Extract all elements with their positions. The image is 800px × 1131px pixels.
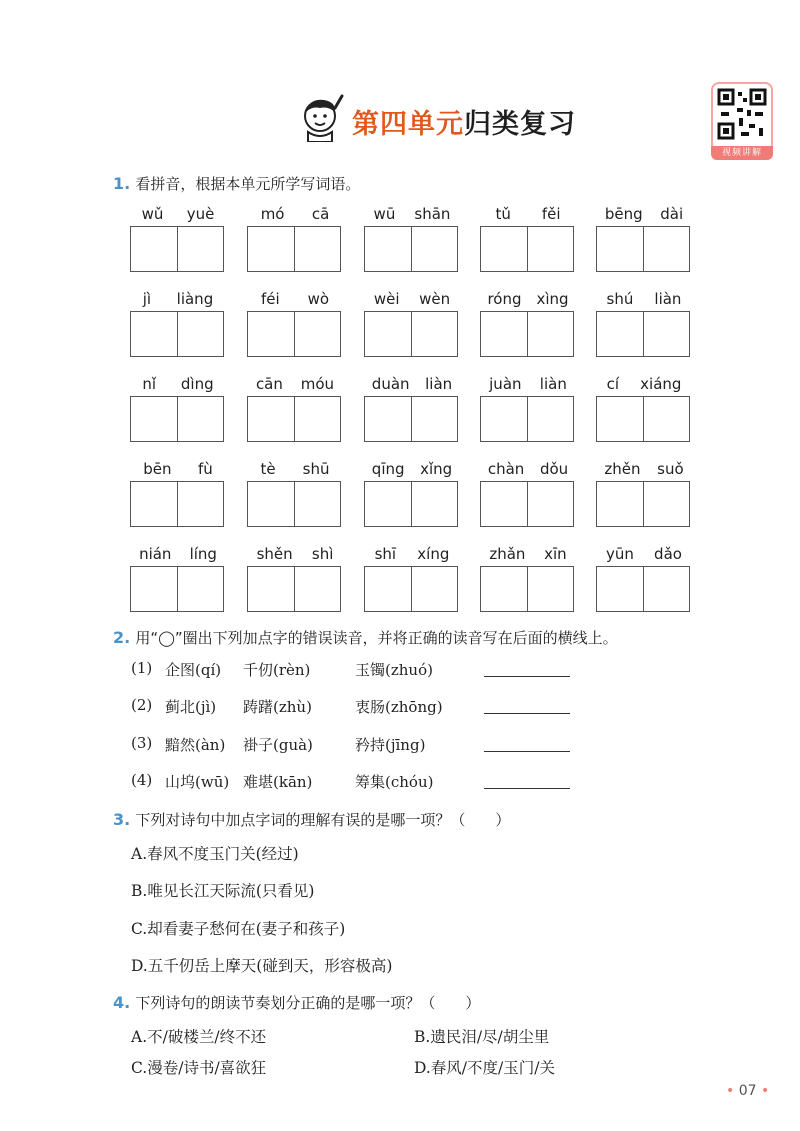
pinyin-label bbox=[596, 375, 692, 393]
writing-box[interactable] bbox=[130, 481, 224, 527]
question-3-number: 3. bbox=[113, 810, 131, 829]
writing-cell[interactable] bbox=[248, 227, 295, 271]
pinyin-label bbox=[247, 460, 343, 478]
writing-cell[interactable] bbox=[528, 227, 574, 271]
pinyin-syllable: jì bbox=[142, 290, 152, 308]
pinyin-label bbox=[247, 205, 343, 223]
question-2-word-c[interactable]: 筹集(chóu) bbox=[355, 773, 434, 791]
pinyin-label bbox=[480, 545, 576, 563]
pinyin-syllable: liàng bbox=[176, 290, 214, 308]
pinyin-label bbox=[480, 375, 576, 393]
pinyin-label bbox=[247, 375, 343, 393]
pinyin-syllable: dǎo bbox=[654, 545, 682, 563]
writing-cell[interactable] bbox=[295, 227, 341, 271]
question-4-option-c: C.漫卷/诗书/喜欲狂 bbox=[131, 1059, 267, 1077]
pinyin-syllable: líng bbox=[189, 545, 217, 563]
question-2-word-a[interactable]: 山坞(wū) bbox=[165, 773, 230, 791]
question-4-option-b: B.遗民泪/尽/胡尘里 bbox=[414, 1028, 550, 1046]
pinyin-syllable: dài bbox=[660, 205, 684, 223]
question-4-heading bbox=[113, 992, 480, 1013]
pinyin-syllable: cān bbox=[255, 375, 283, 393]
writing-cell[interactable] bbox=[528, 312, 574, 356]
pinyin-syllable: xìng bbox=[536, 290, 569, 308]
pinyin-label bbox=[480, 460, 576, 478]
question-2-word-b[interactable]: 千仞(rèn) bbox=[243, 661, 311, 679]
writing-cell[interactable] bbox=[295, 312, 341, 356]
pinyin-syllable: fěi bbox=[541, 205, 561, 223]
pinyin-label bbox=[596, 205, 692, 223]
pinyin-label bbox=[130, 545, 226, 563]
pinyin-syllable: chàn bbox=[487, 460, 525, 478]
question-4-option-d: D.春风/不度/玉门/关 bbox=[414, 1059, 555, 1077]
writing-box[interactable] bbox=[480, 481, 574, 527]
writing-cell[interactable] bbox=[365, 312, 412, 356]
pinyin-syllable: wò bbox=[307, 290, 330, 308]
pinyin-syllable: xiáng bbox=[640, 375, 682, 393]
writing-cell[interactable] bbox=[644, 312, 690, 356]
writing-box[interactable] bbox=[596, 566, 690, 612]
writing-cell[interactable] bbox=[528, 567, 574, 611]
pinyin-label bbox=[364, 545, 460, 563]
question-2-word-a[interactable]: 黯然(àn) bbox=[165, 736, 226, 754]
writing-cell[interactable] bbox=[365, 397, 412, 441]
writing-cell[interactable] bbox=[295, 397, 341, 441]
writing-box[interactable] bbox=[130, 311, 224, 357]
question-2-label: (4) bbox=[131, 771, 153, 789]
pinyin-label bbox=[364, 375, 460, 393]
writing-cell[interactable] bbox=[597, 227, 644, 271]
page-number-text: 07 bbox=[738, 1083, 757, 1099]
pinyin-syllable: wèi bbox=[373, 290, 400, 308]
writing-cell[interactable] bbox=[295, 567, 341, 611]
title-part-1: 第四单元 bbox=[352, 109, 464, 140]
question-4-option-a: A.不/破楼兰/终不还 bbox=[131, 1028, 267, 1046]
question-2-word-b[interactable]: 难堪(kān) bbox=[243, 773, 313, 791]
writing-cell[interactable] bbox=[412, 567, 458, 611]
mascot-boy-icon bbox=[298, 92, 348, 142]
writing-cell[interactable] bbox=[178, 482, 224, 526]
writing-cell[interactable] bbox=[131, 397, 178, 441]
question-2-word-b[interactable]: 褂子(guà) bbox=[243, 736, 313, 754]
pinyin-syllable: tǔ bbox=[495, 205, 511, 223]
pinyin-syllable: fù bbox=[197, 460, 213, 478]
pinyin-syllable: cā bbox=[311, 205, 330, 223]
writing-box[interactable] bbox=[247, 481, 341, 527]
pinyin-label bbox=[247, 545, 343, 563]
pinyin-syllable: wū bbox=[373, 205, 396, 223]
writing-cell[interactable] bbox=[365, 227, 412, 271]
page-title bbox=[352, 102, 576, 141]
question-2-word-b[interactable]: 踌躇(zhù) bbox=[243, 698, 312, 716]
pinyin-syllable: juàn bbox=[489, 375, 522, 393]
question-1-number: 1. bbox=[113, 174, 131, 193]
writing-box[interactable] bbox=[364, 311, 458, 357]
writing-box[interactable] bbox=[480, 396, 574, 442]
pinyin-syllable: dìng bbox=[180, 375, 214, 393]
writing-cell[interactable] bbox=[481, 397, 528, 441]
writing-box[interactable] bbox=[364, 396, 458, 442]
pinyin-syllable: bēn bbox=[143, 460, 172, 478]
pinyin-label bbox=[130, 290, 226, 308]
writing-cell[interactable] bbox=[178, 397, 224, 441]
writing-cell[interactable] bbox=[131, 227, 178, 271]
question-2-label: (1) bbox=[131, 659, 153, 677]
writing-cell[interactable] bbox=[597, 567, 644, 611]
pinyin-syllable: qīng bbox=[371, 460, 405, 478]
answer-line[interactable] bbox=[484, 713, 570, 714]
writing-cell[interactable] bbox=[644, 482, 690, 526]
writing-box[interactable] bbox=[364, 226, 458, 272]
pinyin-label bbox=[596, 460, 692, 478]
writing-box[interactable] bbox=[247, 311, 341, 357]
writing-box[interactable] bbox=[364, 566, 458, 612]
pinyin-syllable: zhǎn bbox=[489, 545, 526, 563]
writing-cell[interactable] bbox=[412, 397, 458, 441]
question-2-heading bbox=[113, 627, 618, 648]
question-3-heading bbox=[113, 809, 510, 830]
writing-cell[interactable] bbox=[644, 227, 690, 271]
writing-cell[interactable] bbox=[597, 482, 644, 526]
writing-box[interactable] bbox=[596, 311, 690, 357]
question-2-label: (2) bbox=[131, 696, 153, 714]
writing-cell[interactable] bbox=[528, 397, 574, 441]
pinyin-syllable: móu bbox=[300, 375, 335, 393]
writing-cell[interactable] bbox=[248, 482, 295, 526]
pinyin-syllable: liàn bbox=[654, 290, 682, 308]
question-3-text: 下列对诗句中加点字词的理解有误的是哪一项？（ ） bbox=[135, 811, 511, 829]
pinyin-syllable: xīn bbox=[544, 545, 567, 563]
pinyin-syllable: shū bbox=[302, 460, 330, 478]
writing-cell[interactable] bbox=[481, 312, 528, 356]
writing-box[interactable] bbox=[247, 226, 341, 272]
writing-cell[interactable] bbox=[481, 482, 528, 526]
pinyin-label bbox=[364, 290, 460, 308]
qr-label: 视频讲解 bbox=[711, 146, 773, 160]
pinyin-syllable: nián bbox=[139, 545, 172, 563]
pinyin-label bbox=[364, 460, 460, 478]
writing-cell[interactable] bbox=[248, 397, 295, 441]
question-3-option-b: B.唯见长江天际流(只看见) bbox=[131, 882, 315, 900]
pinyin-syllable: yūn bbox=[606, 545, 634, 563]
question-2-label: (3) bbox=[131, 734, 153, 752]
writing-box[interactable] bbox=[596, 226, 690, 272]
pinyin-label bbox=[247, 290, 343, 308]
writing-box[interactable] bbox=[247, 396, 341, 442]
pinyin-syllable: xíng bbox=[417, 545, 450, 563]
pinyin-syllable: zhěn bbox=[604, 460, 641, 478]
writing-cell[interactable] bbox=[412, 482, 458, 526]
pinyin-label bbox=[596, 290, 692, 308]
writing-cell[interactable] bbox=[131, 312, 178, 356]
pinyin-syllable: shān bbox=[414, 205, 451, 223]
pinyin-syllable: tè bbox=[260, 460, 276, 478]
pinyin-syllable: shì bbox=[311, 545, 334, 563]
pinyin-syllable: duàn bbox=[371, 375, 410, 393]
pinyin-syllable: shú bbox=[606, 290, 634, 308]
writing-box[interactable] bbox=[130, 396, 224, 442]
writing-box[interactable] bbox=[247, 566, 341, 612]
pinyin-syllable: nǐ bbox=[142, 375, 157, 393]
writing-cell[interactable] bbox=[412, 227, 458, 271]
question-3-option-d: D.五千仞岳上摩天(碰到天，形容极高) bbox=[131, 957, 393, 975]
question-2-word-c[interactable]: 衷肠(zhōng) bbox=[355, 698, 443, 716]
writing-box[interactable] bbox=[480, 226, 574, 272]
answer-line[interactable] bbox=[484, 788, 570, 789]
question-4-number: 4. bbox=[113, 993, 131, 1012]
pinyin-syllable: wǔ bbox=[141, 205, 164, 223]
answer-line[interactable] bbox=[484, 676, 570, 677]
pinyin-syllable: mó bbox=[260, 205, 285, 223]
pinyin-syllable: róng bbox=[487, 290, 522, 308]
writing-box[interactable] bbox=[130, 226, 224, 272]
writing-cell[interactable] bbox=[597, 397, 644, 441]
writing-cell[interactable] bbox=[644, 397, 690, 441]
pinyin-label bbox=[364, 205, 460, 223]
pinyin-syllable: liàn bbox=[539, 375, 567, 393]
writing-cell[interactable] bbox=[528, 482, 574, 526]
question-3-option-a: A.春风不度玉门关(经过) bbox=[131, 845, 299, 863]
answer-line[interactable] bbox=[484, 751, 570, 752]
question-2-number: 2. bbox=[113, 628, 131, 647]
pinyin-label bbox=[130, 375, 226, 393]
pinyin-syllable: wèn bbox=[419, 290, 451, 308]
pinyin-label bbox=[130, 460, 226, 478]
writing-box[interactable] bbox=[596, 396, 690, 442]
writing-cell[interactable] bbox=[365, 567, 412, 611]
question-2-word-c[interactable]: 矜持(jīng) bbox=[355, 736, 426, 754]
pinyin-syllable: bēng bbox=[604, 205, 643, 223]
pinyin-label bbox=[130, 205, 226, 223]
writing-cell[interactable] bbox=[178, 567, 224, 611]
writing-box[interactable] bbox=[480, 566, 574, 612]
pinyin-label bbox=[480, 290, 576, 308]
writing-cell[interactable] bbox=[412, 312, 458, 356]
question-2-word-a[interactable]: 蓟北(jì) bbox=[165, 698, 217, 716]
writing-box[interactable] bbox=[480, 311, 574, 357]
writing-cell[interactable] bbox=[295, 482, 341, 526]
question-1-heading bbox=[113, 173, 360, 194]
qr-code-icon[interactable] bbox=[711, 82, 773, 152]
question-2-text: 用“◯”圈出下列加点字的错误读音，并将正确的读音写在后面的横线上。 bbox=[135, 629, 618, 647]
writing-cell[interactable] bbox=[644, 567, 690, 611]
question-2-word-a[interactable]: 企图(qí) bbox=[165, 661, 222, 679]
question-4-text: 下列诗句的朗读节奏划分正确的是哪一项？（ ） bbox=[135, 994, 481, 1012]
writing-box[interactable] bbox=[364, 481, 458, 527]
pinyin-label bbox=[480, 205, 576, 223]
pinyin-syllable: dǒu bbox=[539, 460, 569, 478]
writing-cell[interactable] bbox=[178, 312, 224, 356]
question-1-text: 看拼音，根据本单元所学写词语。 bbox=[135, 175, 361, 193]
pinyin-syllable: féi bbox=[260, 290, 280, 308]
pinyin-syllable: shī bbox=[374, 545, 397, 563]
pinyin-syllable: cí bbox=[606, 375, 619, 393]
pinyin-syllable: yuè bbox=[186, 205, 215, 223]
writing-cell[interactable] bbox=[131, 482, 178, 526]
writing-cell[interactable] bbox=[248, 567, 295, 611]
page-number: • 07 • bbox=[726, 1083, 770, 1099]
writing-box[interactable] bbox=[130, 566, 224, 612]
writing-cell[interactable] bbox=[365, 482, 412, 526]
writing-cell[interactable] bbox=[248, 312, 295, 356]
writing-cell[interactable] bbox=[131, 567, 178, 611]
question-3-option-c: C.却看妻子愁何在(妻子和孩子) bbox=[131, 920, 346, 938]
pinyin-syllable: suǒ bbox=[657, 460, 684, 478]
pinyin-label bbox=[596, 545, 692, 563]
pinyin-syllable: shěn bbox=[256, 545, 293, 563]
writing-cell[interactable] bbox=[481, 227, 528, 271]
writing-cell[interactable] bbox=[481, 567, 528, 611]
question-2-word-c[interactable]: 玉镯(zhuó) bbox=[355, 661, 433, 679]
pinyin-syllable: liàn bbox=[425, 375, 453, 393]
writing-cell[interactable] bbox=[178, 227, 224, 271]
pinyin-syllable: xǐng bbox=[420, 460, 453, 478]
title-part-2: 归类复习 bbox=[464, 109, 576, 140]
writing-box[interactable] bbox=[596, 481, 690, 527]
writing-cell[interactable] bbox=[597, 312, 644, 356]
